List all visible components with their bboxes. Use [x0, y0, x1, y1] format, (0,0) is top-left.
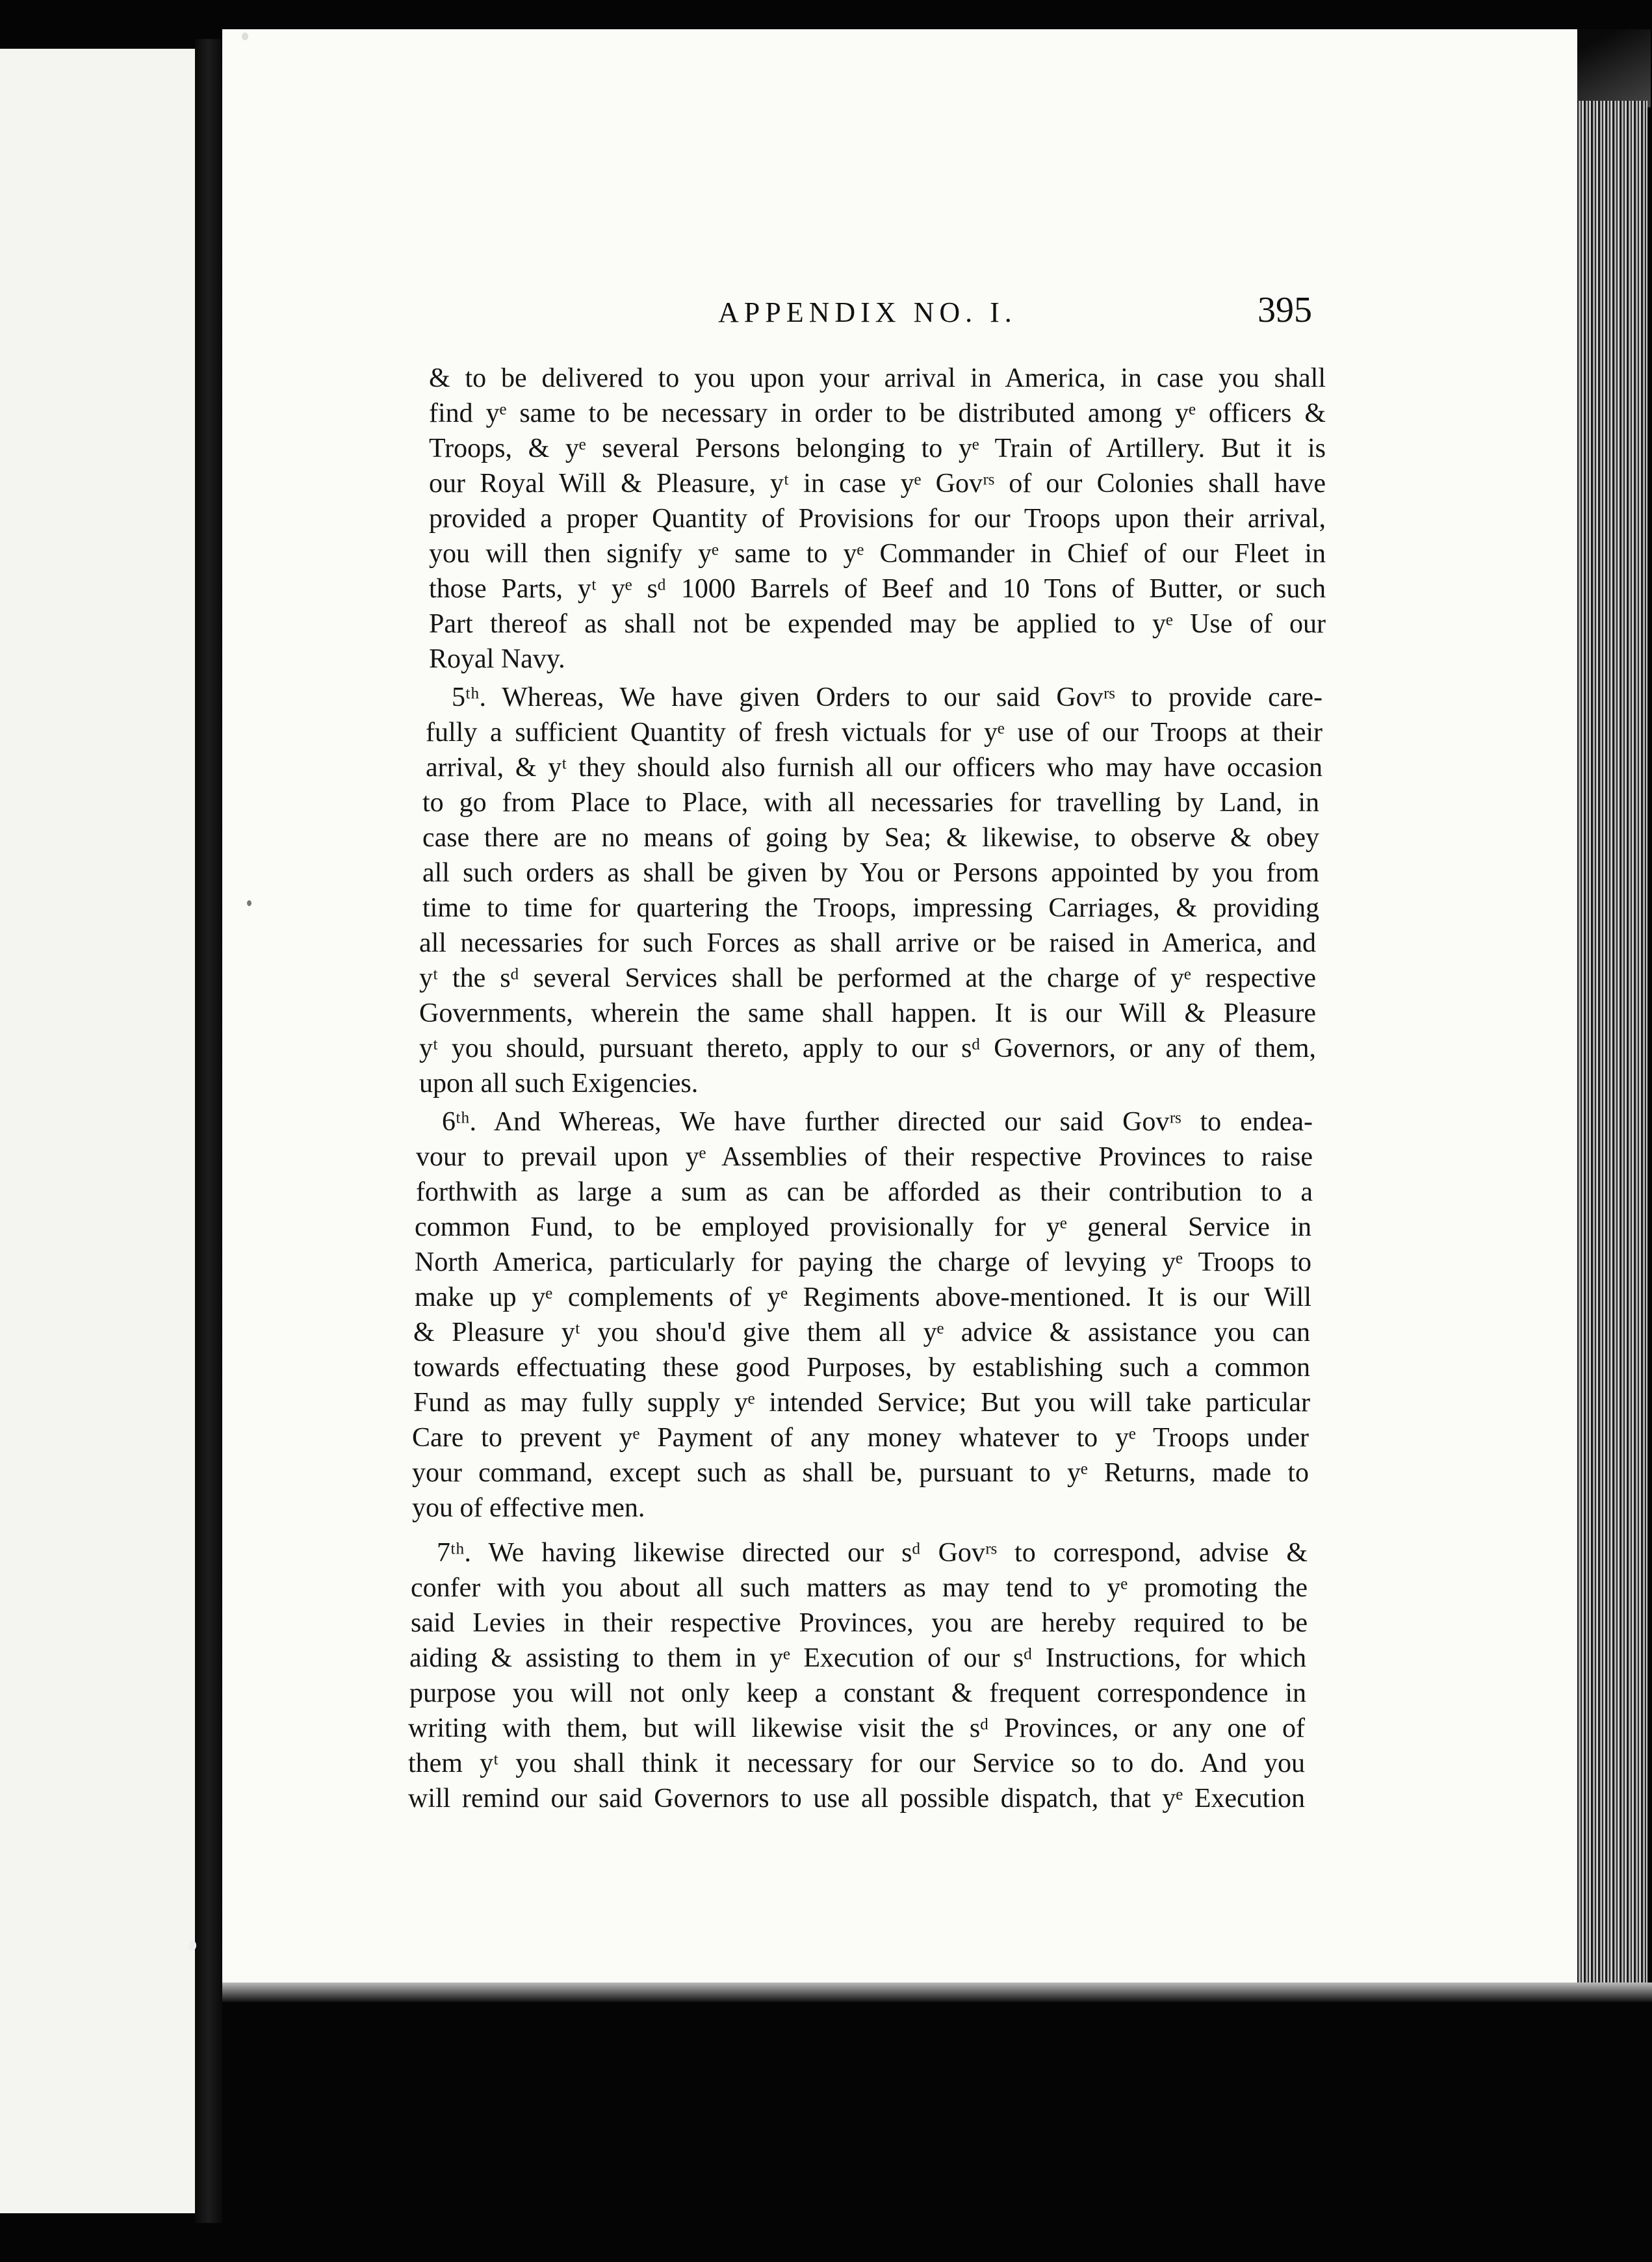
text-line: aiding & assisting to them in yᵉ Execution of our sᵈ Instructions, for which: [409, 1643, 1306, 1673]
text-line: find yᵉ same to be necessary in order to be distributed among yᵉ officers &: [429, 398, 1326, 428]
text-line: Royal Navy.: [429, 644, 565, 674]
text-line: Part thereof as shall not be expended may be applied to yᵉ Use of our: [429, 609, 1326, 639]
text-line: them yᵗ you shall think it necessary for our Service so to do. And you: [408, 1748, 1305, 1778]
speck-mark: [242, 32, 248, 40]
text-line: purpose you will not only keep a constant & frequent correspondence in: [409, 1678, 1306, 1708]
page-stack-edges: [1569, 101, 1647, 1992]
text-line: Fund as may fully supply yᵉ intended Service; But you will take particular: [413, 1388, 1310, 1418]
text-line: & Pleasure yᵗ you shou'd give them all yᵉ advice & assistance you can: [413, 1318, 1310, 1347]
previous-page-edge: [0, 49, 199, 2213]
text-line: Troops, & yᵉ several Persons belonging to yᵉ Train of Artillery. But it is: [429, 434, 1326, 463]
text-line: upon all such Exigencies.: [419, 1069, 699, 1098]
text-line: towards effectuating these good Purposes, by establishing such a common: [413, 1353, 1310, 1383]
speck-mark: [188, 1940, 196, 1951]
text-line: confer with you about all such matters as may tend to yᵉ promoting the: [411, 1573, 1308, 1603]
text-line: fully a sufficient Quantity of fresh victuals for yᵉ use of our Troops at their: [426, 718, 1323, 748]
page-bottom-shadow: [222, 1982, 1652, 2002]
text-line: case there are no means of going by Sea; & likewise, to observe & obey: [422, 823, 1319, 853]
text-line: & to be delivered to you upon your arrival in America, in case you shall: [429, 363, 1326, 393]
speck-mark: [247, 900, 252, 906]
page-number: 395: [1258, 290, 1312, 330]
text-line: yᵗ the sᵈ several Services shall be performed at the charge of yᵉ respective: [419, 963, 1316, 993]
text-line: all such orders as shall be given by You or Persons appointed by you from: [422, 858, 1319, 888]
text-line: said Levies in their respective Provinces, you are hereby required to be: [411, 1608, 1308, 1638]
text-line: yᵗ you should, pursuant thereto, apply to our sᵈ Governors, or any of them,: [419, 1034, 1316, 1063]
text-line: common Fund, to be employed provisionally for yᵉ general Service in: [415, 1212, 1311, 1242]
text-line: our Royal Will & Pleasure, yᵗ in case yᵉ Govʳˢ of our Colonies shall have: [429, 469, 1326, 499]
running-head: APPENDIX NO. I.: [718, 296, 1017, 328]
text-line: 5ᵗʰ. Whereas, We have given Orders to our said Govʳˢ to provide care-: [452, 682, 1323, 712]
text-line: those Parts, yᵗ yᵉ sᵈ 1000 Barrels of Beef and 10 Tons of Butter, or such: [429, 574, 1326, 604]
book-gutter: [195, 39, 222, 2223]
text-line: vour to prevail upon yᵉ Assemblies of their respective Provinces to raise: [416, 1142, 1313, 1172]
text-line: 7ᵗʰ. We having likewise directed our sᵈ Govʳˢ to correspond, advise &: [437, 1538, 1308, 1568]
text-line: Governments, wherein the same shall happen. It is our Will & Pleasure: [419, 998, 1316, 1028]
text-line: writing with them, but will likewise visit the sᵈ Provinces, or any one of: [408, 1713, 1305, 1743]
text-line: provided a proper Quantity of Provisions for our Troops upon their arrival,: [429, 504, 1326, 534]
text-line: arrival, & yᵗ they should also furnish all our officers who may have occasion: [426, 753, 1323, 783]
text-line: forthwith as large a sum as can be afforded as their contribution to a: [416, 1177, 1313, 1207]
text-line: you of effective men.: [412, 1493, 645, 1523]
text-line: your command, except such as shall be, pursuant to yᵉ Returns, made to: [412, 1458, 1309, 1488]
text-line: all necessaries for such Forces as shall arrive or be raised in America, and: [419, 928, 1316, 958]
text-line: to go from Place to Place, with all necessaries for travelling by Land, in: [422, 788, 1319, 818]
text-line: make up yᵉ complements of yᵉ Regiments above-mentioned. It is our Will: [415, 1282, 1311, 1312]
text-line: North America, particularly for paying the charge of levying yᵉ Troops to: [415, 1247, 1311, 1277]
text-line: Care to prevent yᵉ Payment of any money whatever to yᵉ Troops under: [412, 1423, 1309, 1453]
text-line: will remind our said Governors to use all possible dispatch, that yᵉ Execution: [408, 1784, 1305, 1814]
text-line: you will then signify yᵉ same to yᵉ Commander in Chief of our Fleet in: [429, 539, 1326, 569]
text-line: 6ᵗʰ. And Whereas, We have further directed our said Govʳˢ to endea-: [442, 1107, 1313, 1137]
text-line: time to time for quartering the Troops, impressing Carriages, & providing: [422, 893, 1319, 923]
